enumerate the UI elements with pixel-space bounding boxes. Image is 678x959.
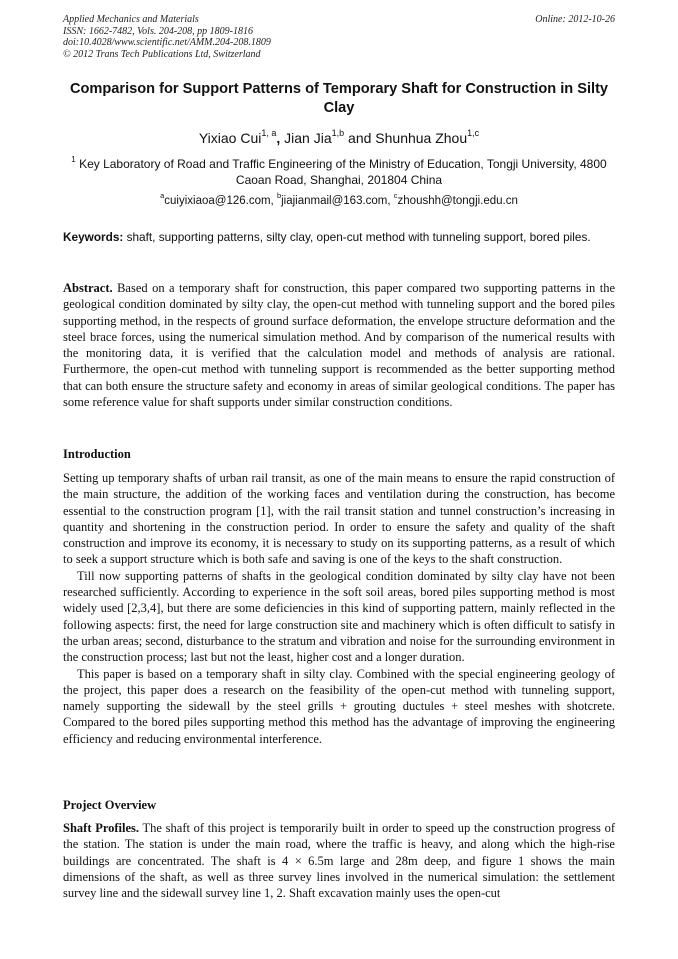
email-c: zhoushh@tongji.edu.cn — [397, 195, 518, 207]
author-2: Jian Jia — [280, 130, 332, 146]
abstract-text: Based on a temporary shaft for construction, this paper compared two supporting patterns in the geological condition dominated by silty clay, the open-cut method with tunneling support and the bored piles supporting method, in the respects of ground surface deformation, the envelope structure deformation and the steel brace forces, using the numerical simulation method. And by comparison of the numerical results with the monitoring data, it is verified that the calculation model and methods of analysis are rational. Furthermore, the open-cut method with tunneling support is recommended as the better supporting method that can both ensure the structure safety and economy in areas of similar geological conditions. The paper has some reference value for shaft supports under similar construction conditions. — [63, 281, 615, 410]
shaft-profiles-text: The shaft of this project is temporarily built in order to speed up the construction progress of the station. The station is under the main road, where the traffic is heavy, and along which the high-rise buildings are concentrated. The shaft is 4 × 6.5m large and 28m deep, and figure 1 shows the main dimensions of the shaft, as well as three survey lines involved in the numerical simulation: the settlement survey line and the sidewall survey line 1, 2. Shaft excavation mainly uses the open-cut — [63, 821, 615, 901]
introduction-heading: Introduction — [63, 447, 131, 461]
journal-name: Applied Mechanics and Materials — [63, 14, 199, 25]
doi-line: doi:10.4028/www.scientific.net/AMM.204-208.1809 — [63, 37, 271, 48]
paper-title: Comparison for Support Patterns of Temporary Shaft for Construction in Silty Clay — [69, 81, 609, 116]
intro-paragraph-3: This paper is based on a temporary shaft in silty clay. Combined with the special engineering geology of the project, this paper does a research on the feasibility of the open-cut method with tunneling support, namely supporting the sidewall by the steel grills + grouting ductules + steel meshes with shotcrete. Compared to the bored piles supporting method this method has the advantage of improving the engineering efficiency and reducing environmental interference. — [63, 666, 615, 746]
author-1-affil: 1, a — [261, 128, 277, 138]
email-list — [63, 193, 615, 209]
email-a-marker: a — [160, 191, 165, 200]
affiliation-number: 1 — [71, 155, 76, 164]
intro-paragraph-1: Setting up temporary shafts of urban rail transit, as one of the main means to ensure the rapid construction of the main structure, the addition of the working faces and ventilation during the construction, has become essential to the construction program [1], with the rail transit station and tunnel construction’s increasing in quantity and shortening in the construction period. In order to ensure the safety and quality of the shaft construction and improve its economy, it is necessary to study on its supporting patterns, as a result of which to seek a support structure which is both safe and saving is one of the keys to the shaft construction. — [63, 471, 615, 567]
copyright-line: © 2012 Trans Tech Publications Ltd, Switzerland — [63, 48, 261, 60]
affiliation-text: Key Laboratory of Road and Traffic Engineering of the Ministry of Education, Tongji University, 4800 Caoan Road, Shanghai, 201804 China — [75, 157, 607, 187]
affiliation — [63, 156, 615, 188]
email-c-marker: c — [393, 191, 398, 200]
email-b: jiajianmail@163.com, — [281, 195, 394, 207]
introduction-body — [63, 470, 615, 747]
author-1: Yixiao Cui — [198, 130, 262, 146]
author-2-affil: 1,b — [331, 128, 345, 138]
email-b-marker: b — [276, 191, 282, 200]
keywords-label: Keywords: — [63, 230, 124, 244]
author-list — [63, 128, 615, 148]
author-separator: , — [276, 130, 281, 146]
intro-paragraph-2: Till now supporting patterns of shafts in the geological condition dominated by silty clay have not been researched sufficiently. According to experience in the soft soil areas, bored piles supporting method is most widely used [2,3,4], but there are some deficiencies in this kind of supporting pattern, mainly reflected in the following aspects: first, the need for large construction site and machinery which is often difficult to satisfy in the urban areas; second, disturbance to the stratum and vibration and noise for the surrounding environment in the construction process; last but not the least, higher cost and a longer duration. — [63, 568, 615, 665]
abstract — [63, 280, 615, 410]
issn-line: ISSN: 1662-7482, Vols. 204-208, pp 1809-1816 — [63, 25, 253, 37]
email-a: cuiyixiaoa@126.com, — [164, 195, 277, 207]
author-3-affil: 1,c — [467, 128, 480, 138]
keywords-text: shaft, supporting patterns, silty clay, open-cut method with tunneling support, bored piles. — [123, 230, 591, 244]
journal-header — [63, 14, 615, 60]
online-date: Online: 2012-10-26 — [535, 14, 615, 25]
abstract-label: Abstract. — [63, 281, 113, 295]
author-3: and Shunhua Zhou — [344, 130, 468, 146]
shaft-profiles-label: Shaft Profiles. — [63, 821, 140, 835]
project-overview-heading: Project Overview — [63, 798, 157, 812]
shaft-profiles-paragraph — [63, 820, 615, 901]
keywords — [63, 230, 615, 246]
